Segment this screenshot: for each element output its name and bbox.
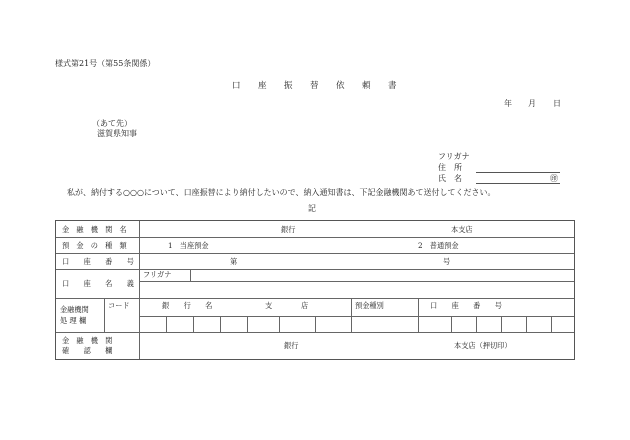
title-char: 振 (284, 81, 293, 91)
request-text: 私が、納付する○○○について、口座振替により納付したいので、納入通知書は、下記金融機関あて送付してください。 (67, 188, 496, 197)
account-dai-text: 第 (230, 257, 238, 266)
date-year: 年 (504, 99, 512, 108)
col-divider (351, 298, 352, 332)
form-id: 様式第21号（第55条関係） (55, 59, 156, 68)
row-divider (139, 281, 574, 282)
row-divider (56, 269, 574, 270)
processing-label-bottom: 処 理 欄 (60, 316, 87, 325)
row-divider (56, 253, 574, 254)
row-divider (139, 316, 574, 317)
bank-name-label: 金 融 機 関 名 (62, 225, 127, 234)
deposit-type-savings: 2 普通預金 (418, 241, 459, 250)
seal-mark: ㊞ (550, 174, 558, 183)
digit-box (166, 316, 167, 332)
deposit-kind-header: 預金種別 (355, 301, 384, 310)
confirm-label-bottom: 確 認 欄 (62, 346, 113, 355)
bank-ginko-text: 銀行 (281, 225, 296, 234)
bank-name-header: 銀 行 名 (162, 301, 213, 310)
applicant-address-label: 住 所 (438, 163, 462, 172)
applicant-furigana-label: フリガナ (438, 152, 470, 161)
digit-box (247, 316, 248, 332)
account-number-header: 口 座 番 号 (430, 301, 502, 310)
digit-box (279, 316, 280, 332)
account-go-text: 号 (443, 257, 451, 266)
title-char: 座 (258, 81, 267, 91)
deposit-type-current: 1 当座預金 (168, 241, 209, 250)
bank-table (55, 220, 575, 360)
confirm-label-top: 金 融 機 関 (62, 336, 113, 345)
digit-box (451, 316, 452, 332)
digit-box (220, 316, 221, 332)
col-divider (190, 269, 191, 281)
digit-box (501, 316, 502, 332)
account-number-label: 口 座 番 号 (62, 257, 134, 266)
title-char: 替 (310, 81, 319, 91)
digit-box (526, 316, 527, 332)
date-day: 日 (553, 99, 561, 108)
applicant-address-line (476, 171, 560, 173)
account-furigana-label: フリガナ (143, 270, 172, 279)
ki-heading: 記 (308, 204, 316, 213)
digit-box (476, 316, 477, 332)
account-name-label: 口 座 名 義 (62, 279, 134, 288)
applicant-name-label: 氏 名 (438, 174, 462, 183)
row-divider (56, 237, 574, 238)
confirm-branch-text: 本支店（押切印） (454, 341, 512, 350)
title-char: 口 (232, 81, 241, 91)
processing-label-top: 金融機関 (60, 305, 89, 314)
row-divider (56, 332, 574, 333)
digit-box (551, 316, 552, 332)
col-divider (418, 298, 419, 332)
col-divider (104, 298, 105, 332)
addressee-label: （あて先） (92, 119, 132, 128)
digit-box (193, 316, 194, 332)
deposit-type-label: 預 金 の 種 類 (62, 241, 127, 250)
confirm-ginko-text: 銀行 (284, 341, 299, 350)
date-month: 月 (528, 99, 536, 108)
col-divider (139, 221, 140, 359)
digit-box (315, 316, 316, 332)
addressee-name: 滋賀県知事 (97, 129, 137, 138)
bank-branch-text: 本支店 (451, 225, 473, 234)
code-label: コード (108, 301, 130, 310)
applicant-name-line (476, 182, 560, 184)
title-char: 依 (336, 81, 345, 91)
title-char: 書 (388, 81, 397, 91)
row-divider (56, 298, 574, 299)
title-char: 頼 (362, 81, 371, 91)
branch-header: 支 店 (265, 301, 309, 310)
